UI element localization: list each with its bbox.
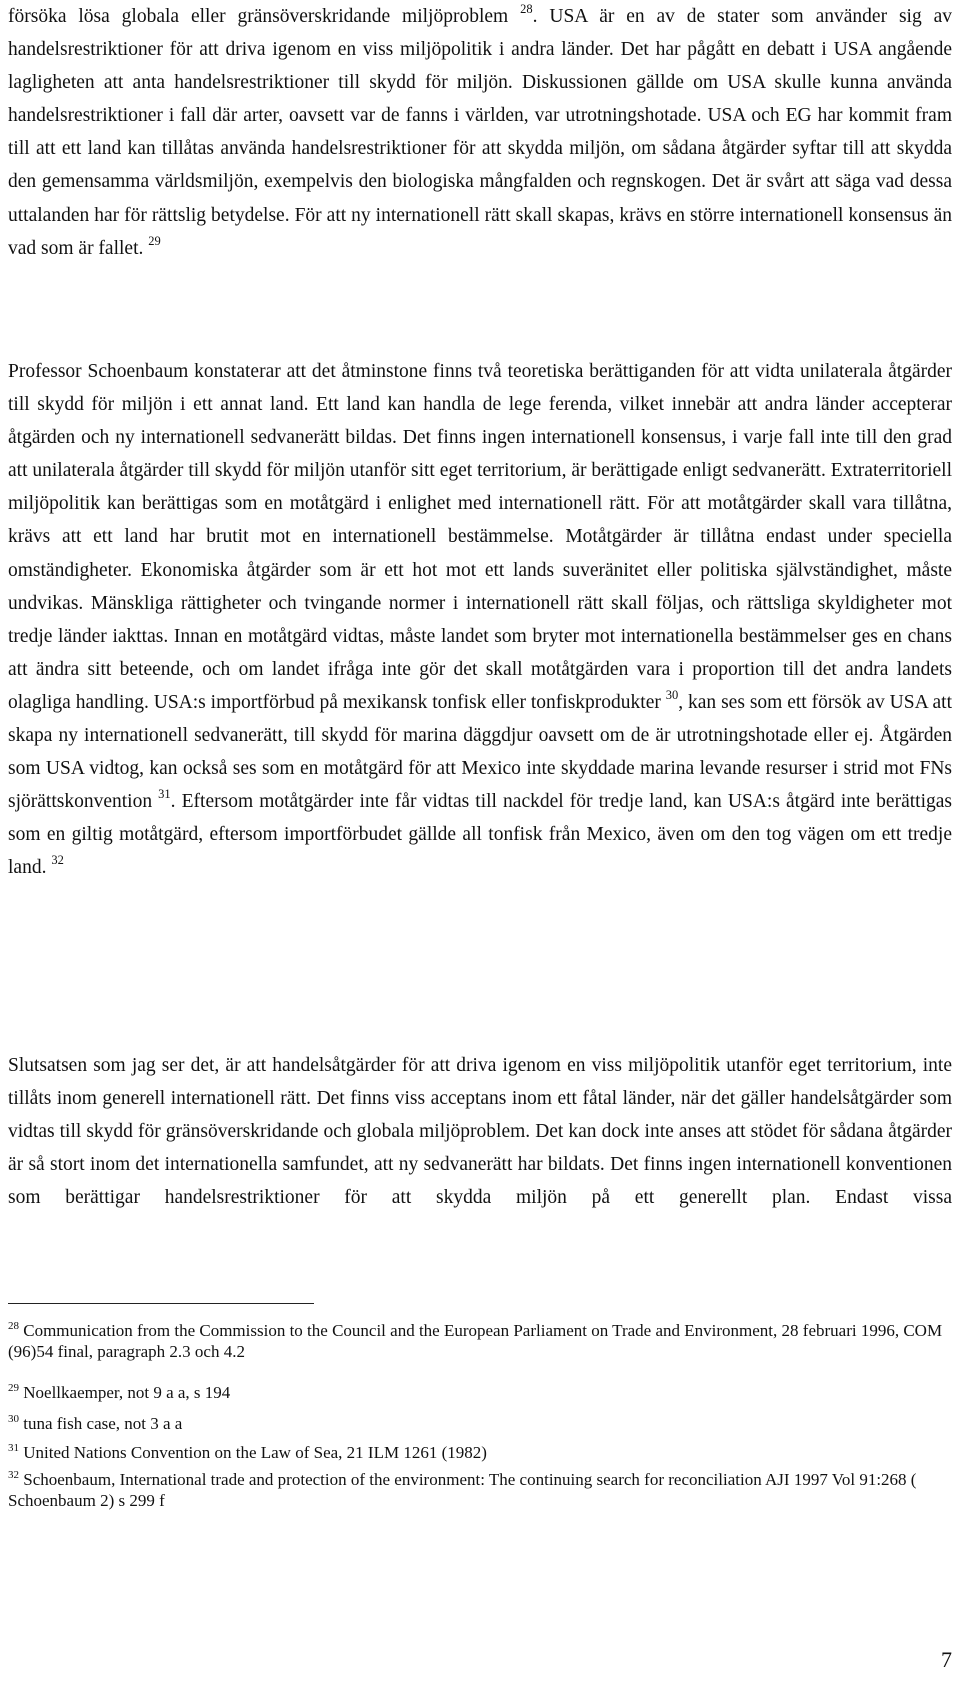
footnote-separator [8, 1303, 314, 1304]
footnote-29 [8, 1382, 952, 1403]
footnote-ref-30: 30 [665, 687, 679, 702]
footnote-number: 31 [8, 1442, 19, 1454]
footnote-31 [8, 1442, 952, 1463]
footnote-number: 32 [8, 1469, 19, 1481]
footnote-number: 29 [8, 1382, 19, 1394]
body-paragraph-3 [8, 1049, 952, 1214]
footnote-32 [8, 1469, 952, 1511]
body-paragraph-1 [8, 0, 952, 265]
footnote-text: Noellkaemper, not 9 a a, s 194 [23, 1383, 231, 1402]
footnote-text: United Nations Convention on the Law of Sea, 21 ILM 1261 (1982) [23, 1443, 487, 1462]
footnote-number: 30 [8, 1413, 19, 1425]
footnote-text: Communication from the Commission to the Council and the European Parliament on Trade and Environment, 28 februari 1996, COM (96)54 final, paragraph 2.3 och 4.2 [8, 1321, 943, 1361]
paragraph-text: Professor Schoenbaum konstaterar att det åtminstone finns två teoretiska berättiganden för att vidta unilaterala åtgärder till skydd för miljön i ett annat land. Ett land kan handla de lege ferenda, vilket innebär att andra länder accepterar åtgärden och ny internationell sedvanerätt bildas. Det finns ingen internationell konsensus, i varje fall inte till den grad att unilaterala åtgärder till skydd för miljön utanför sitt eget territorium, är berättigade enligt sedvanerätt. Extraterritoriell miljöpolitik kan berättigas som en motåtgärd i enlighet med internationell rätt. För att motåtgärder skall vara tillåtna, krävs att ett land har brutit mot en internationell bestämmelse. Motåtgärder är tillåtna endast under speciella omständigheter. Ekonomiska åtgärder som är ett hot mot ett lands suveränitet eller politiska självständighet, måste undvikas. Mänskliga rättigheter och tvingande normer i internationell rätt skall följas, och rättsliga skyldigheter mot tredje länder iakttas. Innan en motåtgärd vidtas, måste landet som bryter mot internationella bestämmelser ges en chans att ändra sitt beteende, och om landet ifråga inte gör det skall motåtgärden vara i proportion till det andra landets olagliga handling. USA:s importförbud på mexikansk tonfisk eller tonfiskprodukter [8, 361, 952, 713]
footnote-ref-29: 29 [148, 233, 161, 248]
paragraph-text: Slutsatsen som jag ser det, är att handelsåtgärder för att driva igenom en viss miljöpolitik utanför eget territorium, inte tillåts inom generell internationell rätt. Det finns viss acceptans inom ett fåtal länder, när det gäller handelsåtgärder som vidtas till skydd för gränsöverskridande och globala miljöproblem. Det kan dock inte anses att stödet för sådana åtgärder är så stort inom det internationella samfundet, att ny sedvanerätt har bildats. Det finns ingen internationell konventionen som berättigar handelsrestriktioner för att skydda miljön på ett generellt plan. Endast vissa [8, 1055, 952, 1209]
footnote-30 [8, 1413, 952, 1434]
footnote-text: Schoenbaum, International trade and protection of the environment: The continuing search for reconciliation AJI 1997 Vol 91:268 ( Schoenbaum 2) s 299 f [8, 1470, 917, 1510]
paragraph-text: . Eftersom motåtgärder inte får vidtas till nackdel för tredje land, kan USA:s åtgärd inte berättigas som en giltig motåtgärd, eftersom importförbudet gällde all tonfisk från Mexico, även om den tog vägen om ett tredje land. [8, 791, 952, 879]
footnote-ref-28: 28 [520, 2, 533, 16]
footnote-28 [8, 1320, 952, 1362]
paragraph-text: försöka lösa globala eller gränsöverskridande miljöproblem [8, 6, 521, 27]
paragraph-text: . USA är en av de stater som använder sig av handelsrestriktioner för att driva igenom en viss miljöpolitik i andra länder. Det har pågått en debatt i USA angående lagligheten att anta handelsrestriktioner till skydd för miljön. Diskussionen gällde om USA skulle kunna använda handelsrestriktioner i fall där arter, oavsett var de fanns i världen, var utrotningshotade. USA och EG har kommit fram till att ett land kan tillåtas använda handelsrestriktioner för att skydda miljön, om sådana åtgärder syftar till att skydda den gemensamma världsmiljön, exempelvis den biologiska mångfalden och regnskogen. Det är svårt att säga vad dessa uttalanden har för rättslig betydelse. För att ny internationell rätt skall skapas, krävs en större internationell konsensus än vad som är fallet. [8, 6, 953, 259]
footnote-text: tuna fish case, not 3 a a [23, 1414, 183, 1433]
page-number: 7 [941, 1647, 952, 1672]
paragraph-text: , kan ses som ett försök av USA att skapa ny internationell sedvanerätt, till skydd för marina däggdjur oavsett om de är utrotningshotade eller ej. Åtgärden som USA vidtog, kan också ses som en motåtgärd för att Mexico inte skyddade marina levande resurser i strid mot FNs sjörättskonvention [8, 691, 952, 813]
footnote-ref-32: 32 [51, 853, 64, 868]
body-paragraph-2 [8, 355, 952, 885]
footnote-ref-31: 31 [158, 787, 171, 802]
footnote-number: 28 [8, 1320, 19, 1332]
